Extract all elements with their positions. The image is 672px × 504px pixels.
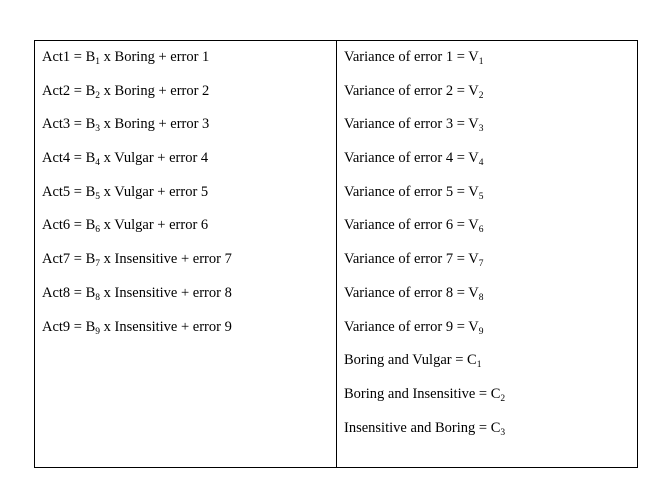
covariance-subscript: 3 xyxy=(500,427,506,438)
variance-subscript: 6 xyxy=(478,225,484,236)
equation-rhs: x Vulgar + error 6 xyxy=(100,217,209,234)
equation-rhs: x Boring + error 1 xyxy=(100,49,210,65)
equation-rhs: x Boring + error 3 xyxy=(100,116,210,133)
covariance-subscript: 2 xyxy=(500,393,506,404)
equation-row xyxy=(42,80,336,114)
equation-row xyxy=(42,316,336,350)
equation-lhs: Act2 = B xyxy=(42,82,96,99)
covariance-row xyxy=(344,349,637,383)
equation-lhs: Act1 = B xyxy=(42,49,96,65)
equation-table xyxy=(34,40,638,468)
coefficient-subscript: 5 xyxy=(95,191,101,202)
equation-row xyxy=(42,248,336,282)
coefficient-subscript: 3 xyxy=(95,124,101,135)
equation-lhs: Act8 = B xyxy=(42,284,96,301)
equation-lhs: Act6 = B xyxy=(42,217,96,234)
equation-lhs: Act7 = B xyxy=(42,251,96,268)
variance-subscript: 5 xyxy=(478,191,484,202)
variance-covariance-column xyxy=(337,41,637,467)
coefficient-subscript: 6 xyxy=(95,225,101,236)
equation-rhs: x Vulgar + error 4 xyxy=(100,150,209,167)
equation-rhs: x Vulgar + error 5 xyxy=(100,183,209,200)
coefficient-subscript: 1 xyxy=(95,57,101,67)
covariance-row xyxy=(344,417,637,451)
covariance-text: Boring and Insensitive = C xyxy=(344,385,501,402)
variance-subscript: 9 xyxy=(478,326,484,337)
variance-text: Variance of error 1 = V xyxy=(344,49,479,65)
equation-rhs: x Insensitive + error 7 xyxy=(100,251,232,268)
variance-subscript: 3 xyxy=(478,124,484,135)
equation-row xyxy=(42,147,336,181)
coefficient-subscript: 2 xyxy=(95,90,101,101)
variance-subscript: 8 xyxy=(478,292,484,303)
variance-subscript: 2 xyxy=(478,90,484,101)
coefficient-subscript: 9 xyxy=(95,326,101,337)
covariance-text: Insensitive and Boring = C xyxy=(344,419,501,436)
equation-rhs: x Insensitive + error 9 xyxy=(100,318,232,335)
variance-row xyxy=(344,147,637,181)
variance-text: Variance of error 3 = V xyxy=(344,116,479,133)
covariance-text: Boring and Vulgar = C xyxy=(344,352,477,369)
variance-text: Variance of error 2 = V xyxy=(344,82,479,99)
variance-row xyxy=(344,214,637,248)
equation-lhs: Act5 = B xyxy=(42,183,96,200)
variance-text: Variance of error 5 = V xyxy=(344,183,479,200)
coefficient-subscript: 7 xyxy=(95,259,101,270)
measurement-equations-column xyxy=(35,41,337,467)
equation-lhs: Act3 = B xyxy=(42,116,96,133)
equation-row xyxy=(42,282,336,316)
variance-subscript: 1 xyxy=(478,57,484,67)
equation-lhs: Act9 = B xyxy=(42,318,96,335)
coefficient-subscript: 4 xyxy=(95,158,101,169)
covariance-subscript: 1 xyxy=(476,360,482,371)
variance-row xyxy=(344,113,637,147)
equation-lhs: Act4 = B xyxy=(42,150,96,167)
coefficient-subscript: 8 xyxy=(95,292,101,303)
variance-text: Variance of error 7 = V xyxy=(344,251,479,268)
equation-rhs: x Boring + error 2 xyxy=(100,82,210,99)
variance-subscript: 4 xyxy=(478,158,484,169)
variance-row xyxy=(344,248,637,282)
variance-subscript: 7 xyxy=(478,259,484,270)
variance-row xyxy=(344,316,637,350)
variance-row xyxy=(344,80,637,114)
equation-row xyxy=(42,181,336,215)
covariance-row xyxy=(344,383,637,417)
equation-row xyxy=(42,113,336,147)
variance-text: Variance of error 8 = V xyxy=(344,284,479,301)
variance-text: Variance of error 4 = V xyxy=(344,150,479,167)
variance-row xyxy=(344,282,637,316)
variance-text: Variance of error 6 = V xyxy=(344,217,479,234)
variance-row xyxy=(344,181,637,215)
variance-text: Variance of error 9 = V xyxy=(344,318,479,335)
variance-row xyxy=(344,46,637,80)
equation-row xyxy=(42,214,336,248)
equation-row xyxy=(42,46,336,80)
equation-rhs: x Insensitive + error 8 xyxy=(100,284,232,301)
